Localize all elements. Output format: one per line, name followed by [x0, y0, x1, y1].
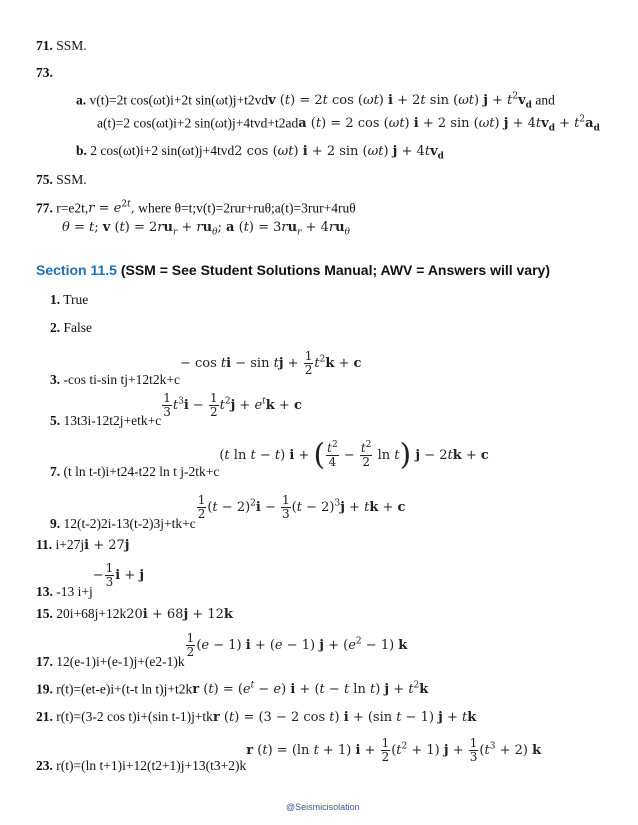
math-formula: (t ln t − t) i + ( $\frac{t^2}{4}$ − $\frac{t^2}{2}$ ln t) j − 2tk + c	[219, 437, 489, 472]
section-subtitle: (SSM = See Student Solutions Manual; AWV = Answers will vary)	[120, 262, 550, 278]
answer-text: where θ=t;v(t)=2rur+ruθ;a(t)=3rur+4ruθ	[138, 200, 356, 216]
item-number: 9.	[50, 515, 61, 531]
item-number: 3.	[50, 371, 61, 387]
answer-77	[36, 200, 356, 216]
answer-text: r(t)=(ln t+1)i+12(t2+1)j+13(t3+2)k	[56, 757, 247, 773]
watermark: @Seismicisolation	[286, 802, 360, 812]
answer-11	[36, 537, 130, 553]
item-number: 5.	[50, 412, 61, 428]
and-text: and	[535, 92, 555, 108]
item-number: 13.	[36, 583, 53, 599]
answer-73a-accel	[97, 115, 600, 134]
answer-21	[36, 709, 476, 725]
item-number: 73.	[36, 65, 53, 80]
math-formula: r (t) = (ln t + 1) i + $\frac{1}{2}$ $(t^2 + 1) j$ + $\frac{1}{3}$ $(t^3 + 2)$ k	[246, 736, 542, 764]
part-label: a.	[76, 92, 87, 108]
answer-3	[50, 349, 362, 387]
answer-text: i+27j	[55, 537, 85, 552]
math-formula: $\frac{1}{2}$ (e − 1) i + (e − 1) $j + (e^2 - 1)$ k	[186, 631, 408, 659]
answer-7	[50, 437, 489, 479]
item-number: 2.	[50, 320, 61, 335]
math-formula: r (t) = (3 − 2 cos t) i + (sin t − 1) j + tk	[212, 710, 477, 725]
section-heading	[36, 262, 550, 278]
section-title: Section 11.5	[36, 262, 117, 278]
item-number: 17.	[36, 653, 53, 669]
answer-71	[36, 38, 87, 54]
math-formula: 20i + 68j + 12k	[126, 607, 233, 622]
answer-text: -cos ti-sin tj+12t2k+c	[63, 371, 180, 387]
math-formula: $\frac{1}{2}$ $(t - 2)^2i$ − $\frac{1}{3}$ $(t - 2)^3j$ + tk + c	[197, 493, 406, 521]
item-number: 71.	[36, 38, 53, 53]
answer-text: 13t3i-12t2j+etk+c	[63, 412, 162, 428]
answer-text: 2 cos(ωt)i+2 sin(ωt)j+4tvd	[90, 143, 235, 158]
math-formula: − $\frac{1}{3}$ i + j	[92, 561, 145, 589]
math-formula: θ = t; v $(t) = 2ru_r + ru_\theta$; a $(t) = 3ru_r + 4ru_\theta$	[62, 220, 350, 238]
answer-2	[50, 320, 92, 336]
math-formula: r $(t) = (e^t - e) i + (t - t$ ln t) $j + t^2k$	[192, 681, 429, 698]
answer-13	[36, 561, 145, 599]
answer-23	[36, 736, 542, 773]
item-number: 15.	[36, 606, 53, 621]
answer-text: r(t)=(et-e)i+(t-t ln t)j+t2k	[56, 681, 193, 697]
answer-19	[36, 681, 428, 697]
math-formula: 2 cos (ωt) i + 2 sin (ωt) $j + 4tv_d$	[234, 144, 444, 162]
item-number: 75.	[36, 172, 53, 187]
item-number: 1.	[50, 292, 61, 307]
answer-text: True	[63, 292, 89, 307]
math-formula: a (t) = 2 cos (ωt) i + 2 sin (ωt) $j + 4tv_d + t^2a_d$	[298, 115, 600, 134]
answer-text: 20i+68j+12k	[56, 606, 127, 621]
answer-text: a(t)=2 cos(ωt)i+2 sin(ωt)j+4tvd+t2ad	[97, 115, 299, 131]
part-label: b.	[76, 143, 87, 158]
answer-73a	[76, 92, 555, 111]
answer-75	[36, 172, 87, 188]
answer-text: 12(t-2)2i-13(t-2)3j+tk+c	[63, 515, 196, 531]
item-number: 21.	[36, 709, 53, 724]
answer-text: False	[63, 320, 92, 335]
math-formula: $r = e^{2t}$,	[88, 200, 135, 217]
math-formula: $\frac{1}{3}$ $t^3i$ − $\frac{1}{2}$ $t^2j + e^tk + c$	[163, 391, 302, 419]
answer-9	[50, 493, 406, 531]
answer-text: SSM.	[56, 172, 87, 187]
answer-text: SSM.	[56, 38, 87, 53]
item-number: 11.	[36, 537, 53, 552]
answer-73	[36, 65, 53, 81]
item-number: 7.	[50, 463, 61, 479]
answer-text: v(t)=2t cos(ωt)i+2t sin(ωt)j+t2vd	[89, 92, 269, 108]
answer-text: (t ln t-t)i+t24-t22 ln t j-2tk+c	[63, 463, 220, 479]
answer-73b	[76, 143, 444, 162]
answer-77-formula	[62, 219, 350, 238]
math-formula: − cos ti − sin tj + $\frac{1}{2}$ $t^2k + c$	[179, 349, 362, 377]
item-number: 23.	[36, 757, 53, 773]
answer-text: r(t)=(3-2 cos t)i+(sin t-1)j+tk	[56, 709, 213, 724]
answer-5	[50, 391, 302, 428]
answer-15	[36, 606, 233, 622]
answer-1	[50, 292, 88, 308]
answer-text: 12(e-1)i+(e-1)j+(e2-1)k	[56, 653, 185, 669]
answer-text: r=e2t,	[56, 200, 89, 216]
answer-17	[36, 631, 408, 669]
math-formula: v (t) = 2t cos (ωt) i + 2t sin (ωt) $j + t^2v_d$	[268, 92, 532, 111]
item-number: 77.	[36, 200, 53, 216]
item-number: 19.	[36, 681, 53, 697]
math-formula: i + 27j	[84, 538, 130, 553]
answer-text: -13 i+j	[56, 583, 93, 599]
